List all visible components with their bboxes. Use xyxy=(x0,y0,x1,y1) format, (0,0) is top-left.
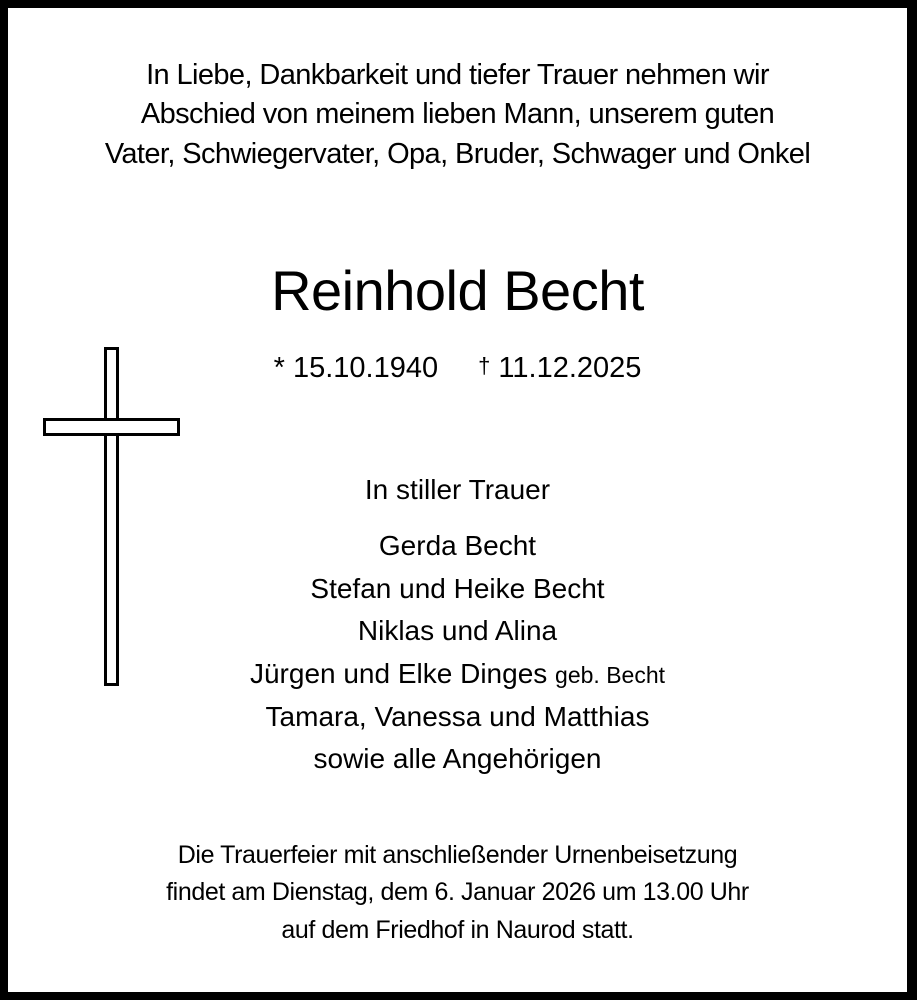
mourner: Gerda Becht xyxy=(378,530,537,561)
nee-note: geb. Becht xyxy=(555,662,666,688)
service-line: findet am Dienstag, dem 6. Januar 2026 um 13.00 Uhr xyxy=(166,878,749,906)
death-symbol: † xyxy=(478,353,491,378)
service-line: auf dem Friedhof in Naurod statt. xyxy=(281,916,634,944)
birth-date: 15.10.1940 xyxy=(292,352,439,384)
mourner: Stefan und Heike Becht xyxy=(310,573,605,604)
intro-line: Abschied von meinem lieben Mann, unserem guten xyxy=(140,98,775,130)
obituary-notice xyxy=(8,8,907,992)
intro-line: In Liebe, Dankbarkeit und tiefer Trauer nehmen wir xyxy=(146,59,769,91)
mourner: Tamara, Vanessa und Matthias xyxy=(265,701,650,732)
birth-symbol: * xyxy=(273,352,285,384)
deceased-name: Reinhold Becht xyxy=(271,259,644,322)
mourner: Niklas und Alina xyxy=(357,615,558,646)
death-date: 11.12.2025 xyxy=(498,352,642,384)
mourner: sowie alle Angehörigen xyxy=(313,743,602,774)
service-line: Die Trauerfeier mit anschließender Urnenbeisetzung xyxy=(177,841,738,869)
mourner-name: Jürgen und Elke Dinges xyxy=(249,658,548,689)
intro-line: Vater, Schwiegervater, Opa, Bruder, Schwager und Onkel xyxy=(104,138,811,170)
mourner xyxy=(8,658,907,690)
life-dates xyxy=(8,352,907,385)
mourners-heading: In stiller Trauer xyxy=(364,474,551,505)
